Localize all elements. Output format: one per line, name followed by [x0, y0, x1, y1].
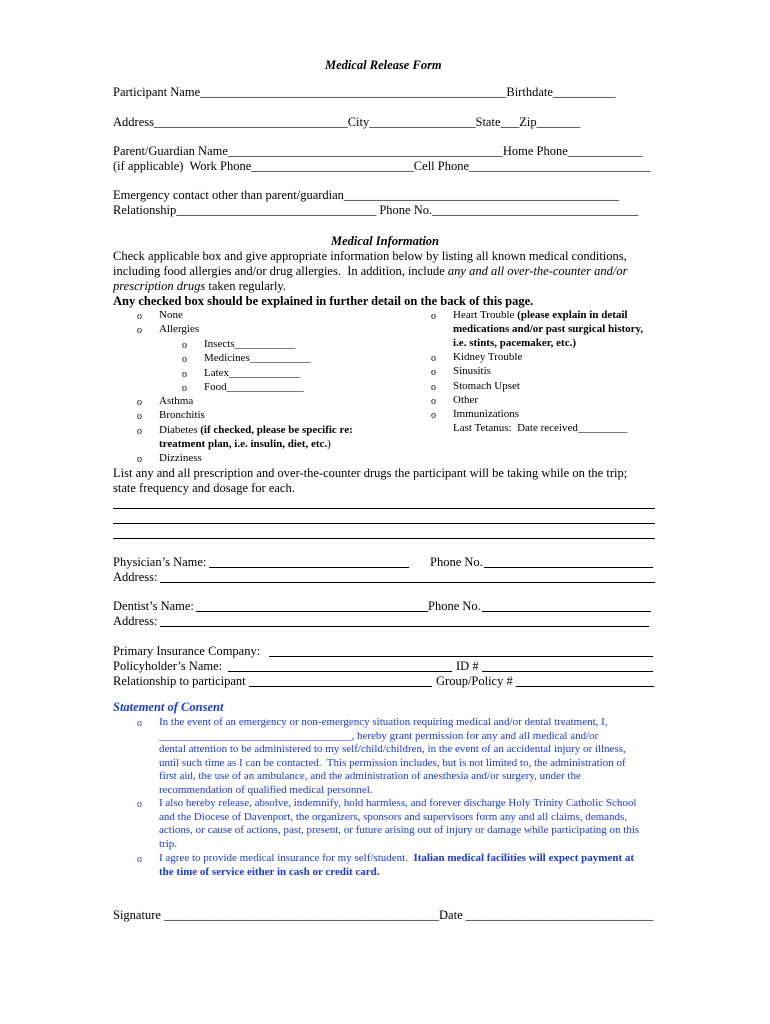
- drugs-instruction-line-2: state frequency and dosage for each.: [113, 481, 295, 495]
- last-tetanus-field[interactable]: Last Tetanus: Date received_________: [453, 422, 628, 434]
- condition-asthma: Asthma: [159, 395, 194, 407]
- condition-stomach-upset: Stomach Upset: [453, 380, 520, 392]
- checkbox-immunizations[interactable]: o: [431, 410, 436, 421]
- diabetes-note: treatment plan, i.e. insulin, diet, etc.: [159, 438, 328, 450]
- consent-bullet: o: [137, 799, 142, 810]
- consent-p1-line-5: first aid, the use of an ambulance, and the administration of anesthesia and/or surgery, under the: [159, 770, 581, 782]
- condition-diabetes: [159, 424, 353, 437]
- drugs-answer-line[interactable]: [113, 538, 655, 539]
- group-policy-label: Group/Policy #: [436, 674, 513, 688]
- physician-address-field[interactable]: [160, 582, 655, 583]
- dentist-name-field[interactable]: [196, 611, 428, 612]
- heart-note: (please explain in detail: [517, 309, 628, 321]
- guardian-line[interactable]: Parent/Guardian Name____________________________________________Home Phone____________: [113, 144, 643, 158]
- checkbox-heart-trouble[interactable]: o: [431, 311, 436, 322]
- form-title: Medical Release Form: [325, 58, 442, 72]
- condition-heart-trouble: [453, 309, 627, 322]
- checkbox-other[interactable]: o: [431, 396, 436, 407]
- consent-p2-line-2: and the Diocese of Davenport, the organizers, sponsors and supervisors form any and all claims, demands,: [159, 811, 628, 823]
- checkbox-diabetes[interactable]: o: [137, 426, 142, 437]
- address-line[interactable]: Address_______________________________City_________________State___Zip_______: [113, 115, 581, 129]
- dentist-address-field[interactable]: [160, 626, 649, 627]
- relationship-participant-field[interactable]: [249, 686, 432, 687]
- dentist-phone-label: Phone No.: [428, 599, 481, 613]
- checkbox-dizziness[interactable]: o: [137, 454, 142, 465]
- intro-text: including food allergies and/or drug allergies. In addition, include: [113, 264, 448, 278]
- checkbox-insects[interactable]: o: [182, 340, 187, 351]
- consent-p2-line-3: actions, or cause of actions, past, present, or future arising out of injury or damage while participating on this: [159, 824, 640, 836]
- consent-p1-line-6: recommendation of qualified medical personnel.: [159, 784, 373, 796]
- relationship-participant-label: Relationship to participant: [113, 674, 246, 688]
- group-policy-field[interactable]: [516, 686, 654, 687]
- condition-diabetes-note: [159, 438, 331, 451]
- checkbox-latex[interactable]: o: [182, 369, 187, 380]
- allergy-food[interactable]: Food______________: [204, 381, 304, 393]
- consent-p3-emphasis: Italian medical facilities will expect payment at: [413, 852, 635, 864]
- checkbox-kidney-trouble[interactable]: o: [431, 353, 436, 364]
- relationship-line[interactable]: Relationship________________________________ Phone No._________________________________: [113, 203, 639, 217]
- consent-p2-line-4: trip.: [159, 838, 178, 850]
- physician-name-label: Physician’s Name:: [113, 555, 207, 569]
- checkbox-sinusitis[interactable]: o: [431, 367, 436, 378]
- consent-p3-line-2: the time of service either in cash or credit card.: [159, 866, 380, 878]
- dentist-phone-field[interactable]: [482, 611, 651, 612]
- heart-note-line-3: i.e. stints, pacemaker, etc.): [453, 337, 577, 349]
- heart-note-line-2: medications and/or past surgical history,: [453, 323, 644, 335]
- consent-p1-line-4: until such time as I can be contacted. This permission includes, but is not limited to, the administration of: [159, 757, 626, 769]
- consent-name-field[interactable]: ___________________________________, hereby grant permission for any and all medical and/or: [159, 730, 599, 742]
- intro-emphasis: prescription drugs: [113, 279, 206, 293]
- checkbox-bronchitis[interactable]: o: [137, 411, 142, 422]
- checkbox-allergies[interactable]: o: [137, 325, 142, 336]
- signature-date-line[interactable]: Signature ____________________________________________Date ______________________________: [113, 908, 654, 922]
- diabetes-note: (if checked, please be specific re:: [200, 424, 353, 436]
- dentist-address-label: Address:: [113, 614, 158, 628]
- heart-label: Heart Trouble: [453, 309, 518, 321]
- id-label: ID #: [456, 659, 479, 673]
- work-phone-line[interactable]: (if applicable) Work Phone__________________________Cell Phone_____________________________: [113, 159, 651, 173]
- physician-address-label: Address:: [113, 570, 158, 584]
- condition-kidney-trouble: Kidney Trouble: [453, 351, 523, 363]
- intro-emphasis: any and all over-the-counter and/or: [447, 264, 628, 278]
- checkbox-food[interactable]: o: [182, 383, 187, 394]
- consent-p1-line-1: In the event of an emergency or non-emergency situation requiring medical and/or dental treatment, I,: [159, 716, 608, 728]
- checkbox-stomach-upset[interactable]: o: [431, 382, 436, 393]
- checkbox-medicines[interactable]: o: [182, 354, 187, 365]
- consent-p3-line-1: [159, 852, 634, 865]
- allergy-latex[interactable]: Latex_____________: [204, 367, 301, 379]
- diabetes-note-end: ): [327, 438, 331, 450]
- drugs-answer-line[interactable]: [113, 508, 655, 509]
- medical-intro-line-3: [113, 279, 286, 294]
- condition-allergies: Allergies: [159, 323, 200, 335]
- consent-bullet: o: [137, 854, 142, 865]
- condition-bronchitis: Bronchitis: [159, 409, 205, 421]
- consent-p2-line-1: I also hereby release, absolve, indemnify, hold harmless, and forever discharge Holy Trinity Catholic School: [159, 797, 637, 809]
- intro-text: taken regularly.: [205, 279, 286, 293]
- policyholder-label: Policyholder’s Name:: [113, 659, 223, 673]
- allergy-medicines[interactable]: Medicines___________: [204, 352, 311, 364]
- condition-other: Other: [453, 394, 479, 406]
- emergency-contact-line[interactable]: Emergency contact other than parent/guardian____________________________________________: [113, 188, 619, 202]
- drugs-instruction-line-1: List any and all prescription and over-the-counter drugs the participant will be taking while on the trip;: [113, 466, 628, 480]
- consent-bullet: o: [137, 718, 142, 729]
- consent-p3-text: I agree to provide medical insurance for my self/student.: [159, 852, 414, 864]
- condition-sinusitis: Sinusitis: [453, 365, 491, 377]
- medical-intro-line-2: [113, 264, 627, 279]
- physician-phone-label: Phone No.: [430, 555, 483, 569]
- allergy-insects[interactable]: Insects___________: [204, 338, 296, 350]
- insurance-company-field[interactable]: [269, 656, 653, 657]
- participant-name-line[interactable]: Participant Name_________________________________________________Birthdate__________: [113, 85, 616, 99]
- physician-name-field[interactable]: [209, 567, 409, 568]
- medical-information-heading: Medical Information: [331, 234, 439, 248]
- checkbox-asthma[interactable]: o: [137, 397, 142, 408]
- condition-none: None: [159, 309, 183, 321]
- checked-box-warning: Any checked box should be explained in further detail on the back of this page.: [113, 294, 534, 308]
- consent-p1-line-3: dental attention to be administered to my self/child/children, in the event of an accidental injury or illness,: [159, 743, 626, 755]
- condition-immunizations: Immunizations: [453, 408, 519, 420]
- checkbox-none[interactable]: o: [137, 311, 142, 322]
- id-field[interactable]: [482, 671, 653, 672]
- diabetes-label: Diabetes: [159, 424, 201, 436]
- policyholder-field[interactable]: [228, 671, 452, 672]
- condition-dizziness: Dizziness: [159, 452, 202, 464]
- physician-phone-field[interactable]: [484, 567, 653, 568]
- consent-heading: Statement of Consent: [113, 700, 224, 714]
- insurance-company-label: Primary Insurance Company:: [113, 644, 261, 658]
- dentist-name-label: Dentist’s Name:: [113, 599, 194, 613]
- drugs-answer-line[interactable]: [113, 523, 655, 524]
- medical-intro-line-1: Check applicable box and give appropriate information below by listing all known medical conditions,: [113, 249, 627, 263]
